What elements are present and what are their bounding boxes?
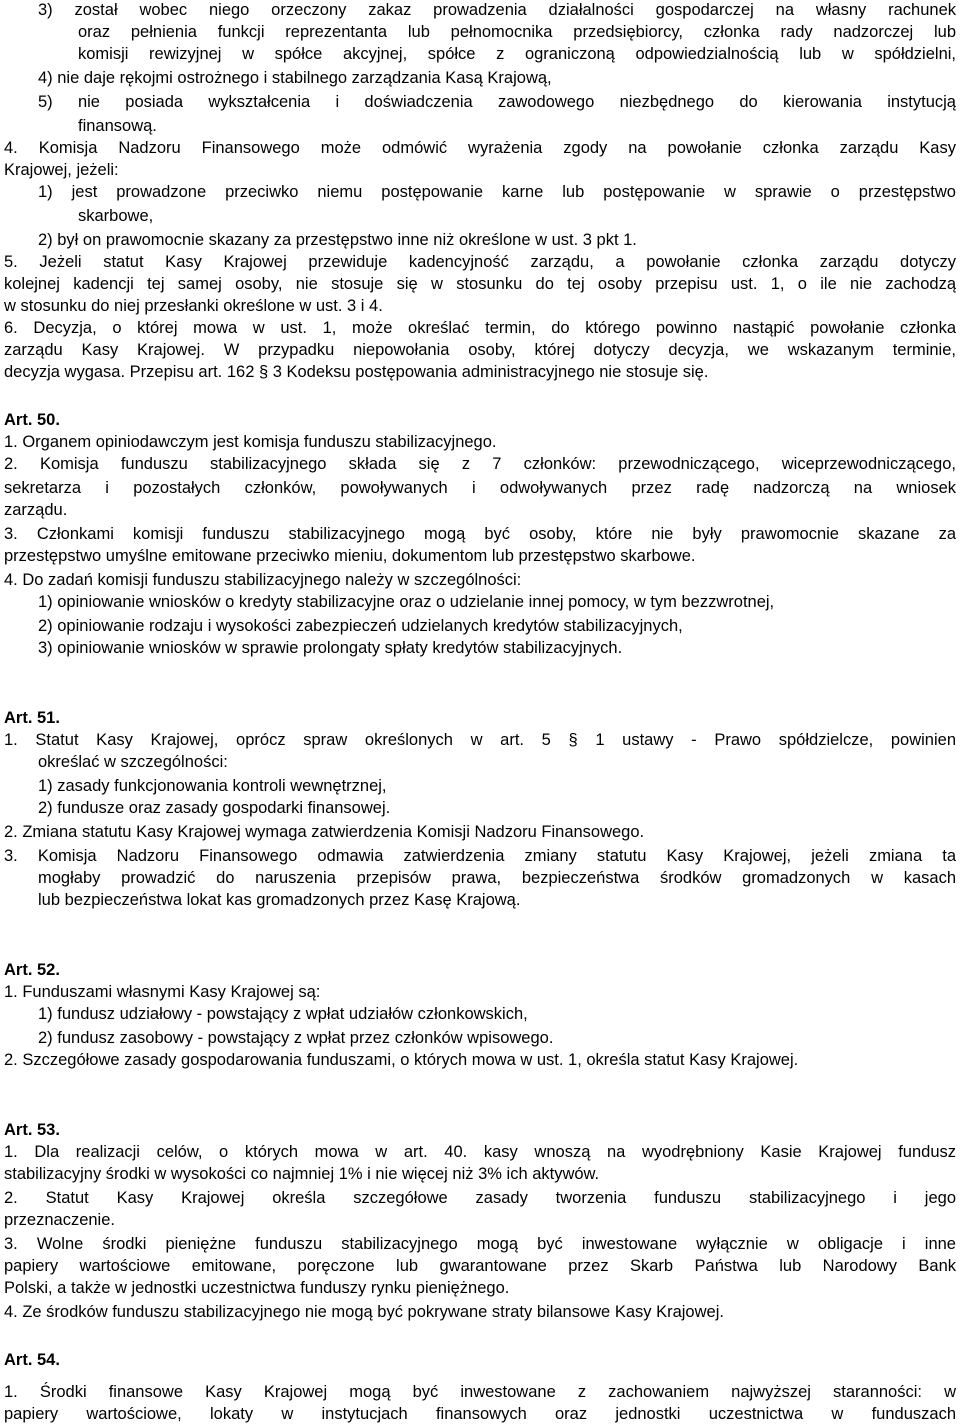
text-line: określać w szczególności:: [38, 753, 228, 771]
text-line: Polski, a także w jednostki uczestnictwa funduszy rynku pieniężnego.: [4, 1279, 510, 1297]
text-line: 2. Komisja funduszu stabilizacyjnego składa się z 7 członków: przewodniczącego, wiceprzewodniczącego,: [4, 455, 956, 473]
text-line: 3. Komisja Nadzoru Finansowego odmawia zatwierdzenia zmiany statutu Kasy Krajowej, jeżeli zmiana ta: [4, 847, 956, 865]
text-line: 6. Decyzja, o której mowa w ust. 1, może określać termin, do którego powinno nastąpić powołanie członka: [4, 319, 956, 337]
text-line: Krajowej, jeżeli:: [4, 161, 119, 179]
text-line: 5. Jeżeli statut Kasy Krajowej przewiduje kadencyjność zarządu, a powołanie członka zarządu dotyczy: [4, 253, 956, 271]
text-line: decyzja wygasa. Przepisu art. 162 § 3 Kodeksu postępowania administracyjnego nie stosuje się.: [4, 363, 709, 381]
list-item: 1) fundusz udziałowy - powstający z wpłat udziałów członkowskich,: [38, 1005, 528, 1023]
text-line: 4. Komisja Nadzoru Finansowego może odmówić wyrażenia zgody na powołanie członka zarządu Kasy: [4, 139, 956, 157]
list-item: 1) opiniowanie wniosków o kredyty stabilizacyjne oraz o udzielanie innej pomocy, w tym bezzwrotnej,: [38, 593, 775, 611]
list-item: 3) opiniowanie wniosków w sprawie prolongaty spłaty kredytów stabilizacyjnych.: [38, 639, 623, 657]
text-line: 1. Funduszami własnymi Kasy Krajowej są:: [4, 983, 321, 1001]
text-line: kolejnej kadencji tej samej osoby, nie stosuje się w stosunku do tej osoby przepisu ust. 1, o ile nie zachodzą: [4, 275, 956, 293]
article-heading: Art. 53.: [4, 1121, 60, 1139]
text-line: 2) był on prawomocnie skazany za przestępstwo inne niż określone w ust. 3 pkt 1.: [38, 231, 637, 249]
text-line: przestępstwo umyślne emitowane przeciwko mieniu, dokumentom lub przestępstwo skarbowe.: [4, 547, 696, 565]
text-line: 3) został wobec niego orzeczony zakaz prowadzenia działalności gospodarczej na własny rachunek: [38, 1, 956, 19]
text-line: 2. Zmiana statutu Kasy Krajowej wymaga zatwierdzenia Komisji Nadzoru Finansowego.: [4, 823, 645, 841]
text-line: skarbowe,: [78, 207, 154, 225]
text-line: papiery wartościowe, lokaty w instytucjach finansowych oraz jednostki uczestnictwa w funduszach: [4, 1405, 956, 1423]
text-line: papiery wartościowe emitowane, poręczone lub gwarantowane przez Skarb Państwa lub Narodowy Bank: [4, 1257, 956, 1275]
text-line: finansową.: [78, 117, 157, 135]
article-heading: Art. 50.: [4, 411, 60, 429]
list-item: 2) fundusz zasobowy - powstający z wpłat przez członków wpisowego.: [38, 1029, 554, 1047]
text-line: przeznaczenie.: [4, 1211, 115, 1229]
text-line: 1. Statut Kasy Krajowej, oprócz spraw określonych w art. 5 § 1 ustawy - Prawo spółdzielcze, powinien: [4, 731, 956, 749]
list-item: 2) opiniowanie rodzaju i wysokości zabezpieczeń udzielanych kredytów stabilizacyjnych,: [38, 617, 683, 635]
article-heading: Art. 54.: [4, 1351, 60, 1369]
text-line: mogłaby prowadzić do naruszenia przepisów prawa, bezpieczeństwa środków gromadzonych w kasach: [38, 869, 956, 887]
text-line: 3. Członkami komisji funduszu stabilizacyjnego mogą być osoby, które nie były prawomocnie skazane za: [4, 525, 956, 543]
text-line: 1. Organem opiniodawczym jest komisja funduszu stabilizacyjnego.: [4, 433, 497, 451]
article-heading: Art. 52.: [4, 961, 60, 979]
text-line: 2. Szczegółowe zasady gospodarowania funduszami, o których mowa w ust. 1, określa statut Kasy Krajowej.: [4, 1051, 799, 1069]
text-line: 1. Środki finansowe Kasy Krajowej mogą być inwestowane z zachowaniem najwyższej staranności: w: [4, 1383, 956, 1401]
text-line: 4. Ze środków funduszu stabilizacyjnego nie mogą być pokrywane straty bilansowe Kasy Krajowej.: [4, 1303, 724, 1321]
article-heading: Art. 51.: [4, 709, 60, 727]
text-line: 2. Statut Kasy Krajowej określa szczegółowe zasady tworzenia funduszu stabilizacyjnego i jego: [4, 1189, 956, 1207]
list-item: 2) fundusze oraz zasady gospodarki finansowej.: [38, 799, 391, 817]
list-item: 1) zasady funkcjonowania kontroli wewnętrznej,: [38, 777, 387, 795]
text-line: oraz pełnienia funkcji reprezentanta lub pełnomocnika przedsiębiorcy, członka rady nadzorczej lub: [78, 23, 956, 41]
text-line: 1. Dla realizacji celów, o których mowa w art. 40. kasy wnoszą na wyodrębniony Kasie Krajowej fundusz: [4, 1143, 956, 1161]
text-line: 4. Do zadań komisji funduszu stabilizacyjnego należy w szczególności:: [4, 571, 522, 589]
text-line: 3. Wolne środki pieniężne funduszu stabilizacyjnego mogą być inwestowane wyłącznie w obligacje i inne: [4, 1235, 956, 1253]
text-line: 5) nie posiada wykształcenia i doświadczenia zawodowego niezbędnego do kierowania instytucją: [38, 93, 956, 111]
text-line: sekretarza i pozostałych członków, powoływanych i odwoływanych przez radę nadzorczą na wniosek: [4, 479, 956, 497]
text-line: lub bezpieczeństwa lokat kas gromadzonych przez Kasę Krajową.: [38, 891, 521, 909]
text-line: w stosunku do niej przesłanki określone w ust. 3 i 4.: [4, 297, 383, 315]
text-line: komisji rewizyjnej w spółce akcyjnej, spółce z ograniczoną odpowiedzialnością lub w spółdzielni,: [78, 45, 956, 63]
text-line: 1) jest prowadzone przeciwko niemu postępowanie karne lub postępowanie w sprawie o przestępstwo: [38, 183, 956, 201]
text-line: zarządu.: [4, 501, 68, 519]
text-line: zarządu Kasy Krajowej. W przypadku niepowołania osoby, której dotyczy decyzja, we wskazanym terminie,: [4, 341, 956, 359]
text-line: 4) nie daje rękojmi ostrożnego i stabilnego zarządzania Kasą Krajową,: [38, 69, 552, 87]
text-line: stabilizacyjny środki w wysokości co najmniej 1% i nie więcej niż 3% ich aktywów.: [4, 1165, 600, 1183]
